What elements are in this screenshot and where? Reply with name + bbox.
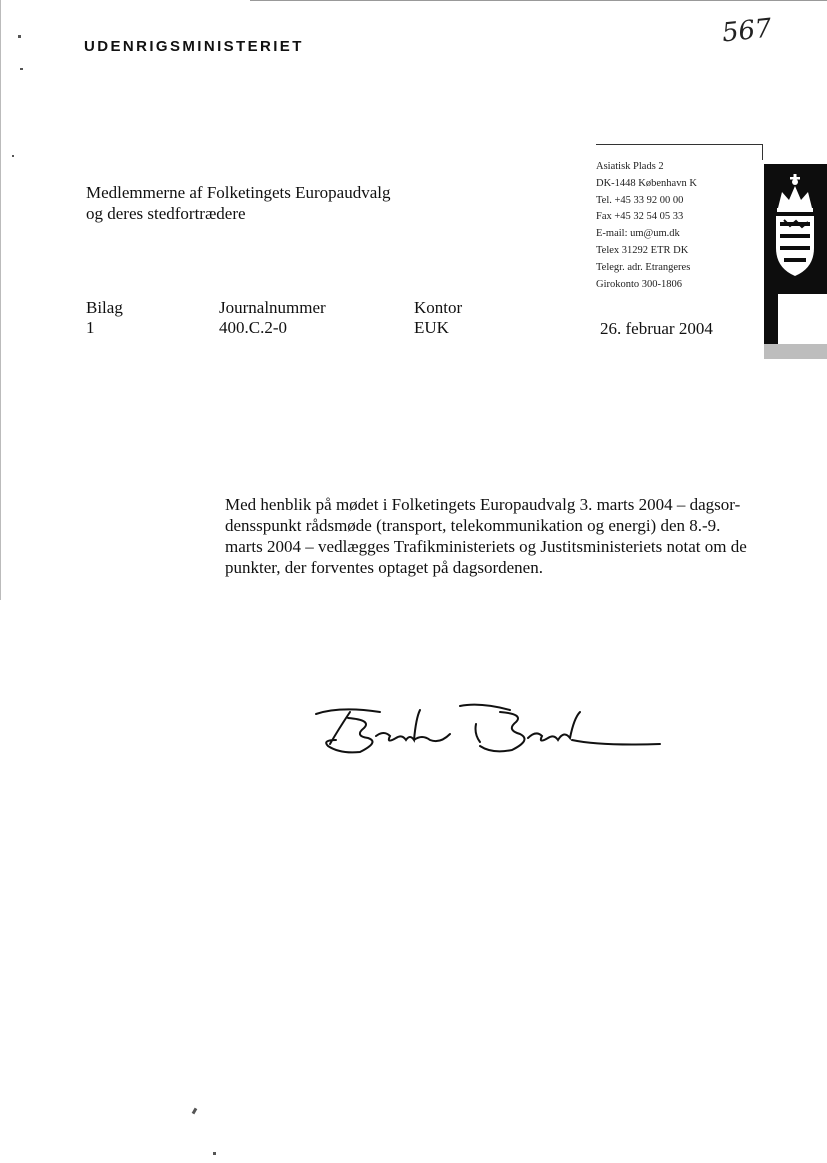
ministry-name: UDENRIGSMINISTERIET <box>84 38 304 55</box>
contact-tel: Tel. +45 33 92 00 00 <box>596 194 684 206</box>
letter-body: Med henblik på mødet i Folketingets Europaudvalg 3. marts 2004 – dagsor-densspunkt rådsmøde (transport, telekommunikation og energi) den 8.-9. marts 2004 – vedlægges Trafikministeriets og Justitsministeriets notat om de punkter, der forventes optaget på dagsordenen. <box>225 495 747 577</box>
contact-block <box>596 159 697 293</box>
scan-speck <box>18 35 21 38</box>
contact-giro: Girokonto 300-1806 <box>596 278 683 290</box>
contact-rule <box>596 144 762 145</box>
crest-icon <box>764 164 827 359</box>
scan-edge-top <box>250 0 827 1</box>
contact-email: E-mail: um@um.dk <box>596 228 680 240</box>
journal-label: Journalnummer <box>219 298 326 317</box>
contact-telegr: Telegr. adr. Etrangeres <box>596 261 691 273</box>
scan-speck <box>20 68 23 70</box>
contact-telex: Telex 31292 ETR DK <box>596 244 689 256</box>
recipient-block <box>86 182 391 224</box>
scan-speck <box>12 155 14 157</box>
contact-rule-vertical <box>762 144 763 160</box>
contact-fax: Fax +45 32 54 05 33 <box>596 211 684 223</box>
scan-edge-left <box>0 0 1 600</box>
handwritten-signature <box>310 690 670 780</box>
contact-address: Asiatisk Plads 2 <box>596 161 664 172</box>
bilag-label: Bilag <box>86 298 123 317</box>
handwritten-number: 567 <box>720 13 774 49</box>
scan-speck <box>192 1108 198 1115</box>
contact-city: DK-1448 København K <box>596 177 697 189</box>
kontor-label: Kontor <box>414 298 463 317</box>
recipient-line-1: Medlemmerne af Folketingets Europaudvalg <box>86 183 391 202</box>
recipient-line-2: og deres stedfortrædere <box>86 204 246 223</box>
letter-date: 26. februar 2004 <box>600 319 713 338</box>
royal-crest-logo <box>764 164 827 359</box>
bilag-value: 1 <box>86 318 95 337</box>
kontor-value: EUK <box>414 318 449 337</box>
journal-value: 400.C.2-0 <box>219 318 287 337</box>
scan-speck <box>213 1152 216 1155</box>
